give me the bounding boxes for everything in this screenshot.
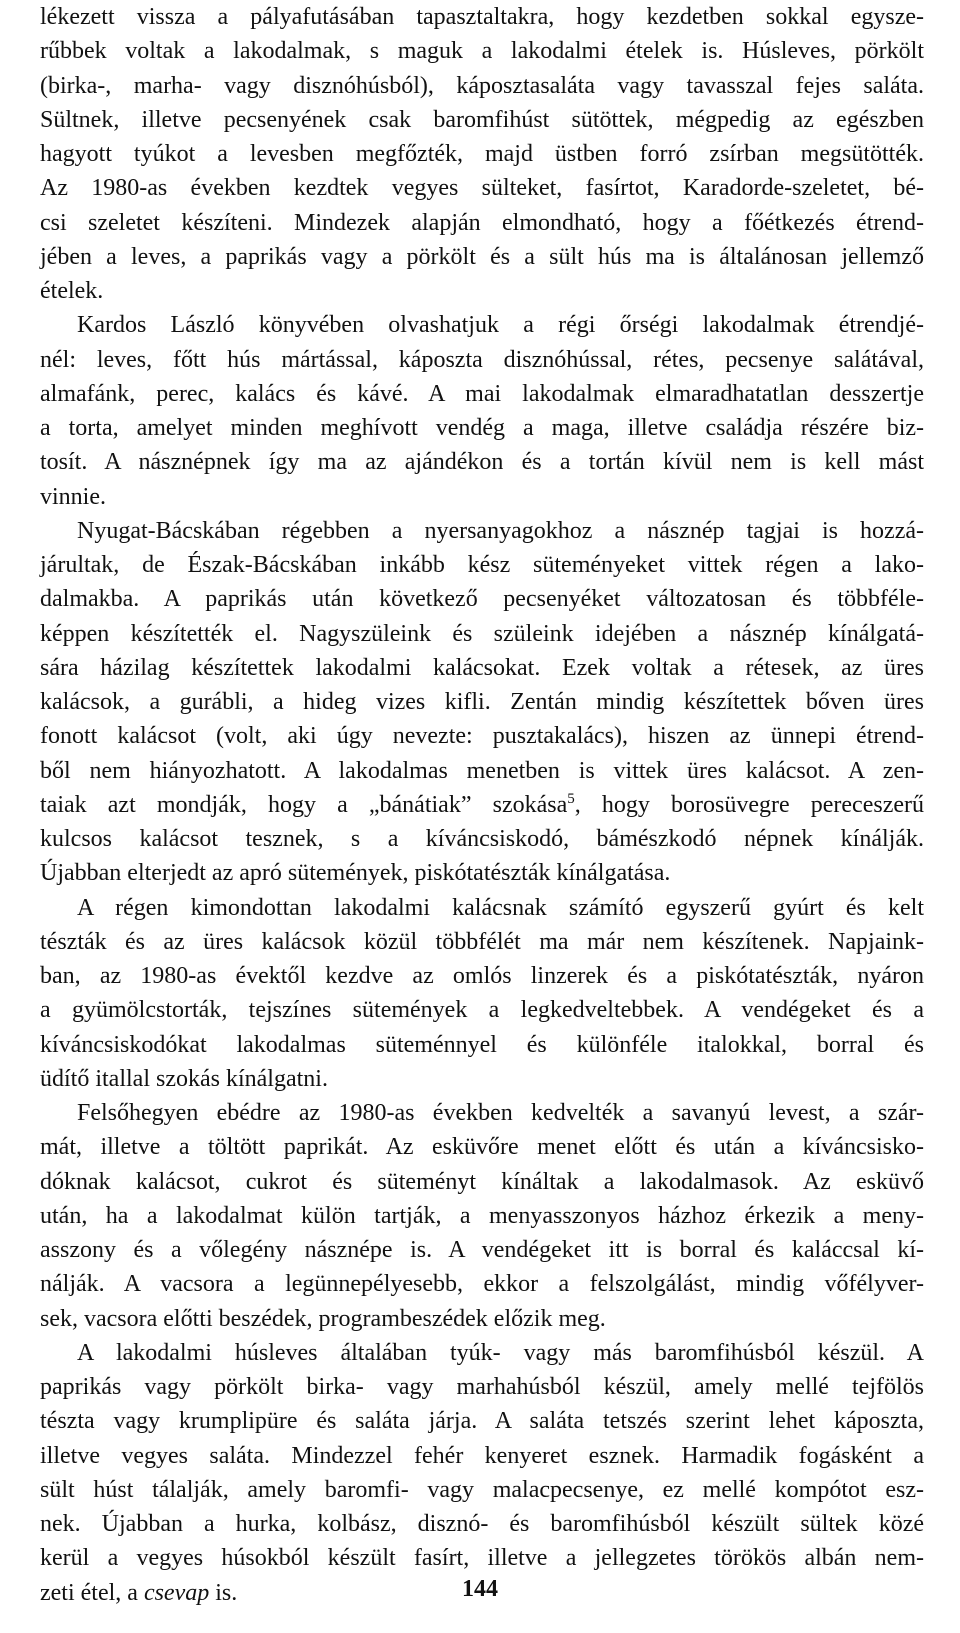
text-line: (birka-, marha- vagy disznóhúsból), káposztasaláta vagy tavasszal fejes saláta. bbox=[40, 72, 924, 99]
text-line: asszony és a vőlegény násznépe is. A vendégeket itt is borral és kaláccsal kí- bbox=[40, 1237, 924, 1263]
text-line: kerül a vegyes húsokból készült fasírt, illetve a jellegzetes törökös albán nem- bbox=[40, 1545, 924, 1572]
page-number: 144 bbox=[462, 1576, 498, 1602]
paragraph-start-line: Kardos László könyvében olvashatjuk a régi őrségi lakodalmak étrendjé- bbox=[77, 312, 924, 339]
text-line: nek. Újabban a hurka, kolbász, disznó- és baromfihúsból készült sültek közé bbox=[40, 1511, 924, 1537]
document-page bbox=[40, 0, 924, 1610]
text-line: nálják. A vacsora a legünnepélyesebb, ekkor a felszolgálást, mindig vőfélyver- bbox=[40, 1271, 924, 1298]
paragraph-start-line: Felsőhegyen ebédre az 1980-as években kedvelték a savanyú levest, a szár- bbox=[77, 1100, 924, 1126]
text-line: paprikás vagy pörkölt birka- vagy marhahúsból készül, amely mellé tejfölös bbox=[40, 1374, 924, 1400]
text-line: jében a leves, a paprikás vagy a pörkölt és a sült hús ma is általánosan jellemző bbox=[40, 243, 924, 270]
paragraph-end-line: vinnie. bbox=[40, 483, 106, 510]
text-line: nél: leves, főtt hús mártással, káposzta disznóhússal, rétes, pecsenye salátával, bbox=[40, 346, 924, 373]
text-line: kulcsos kalácsot tesznek, s a kíváncsiskodó, bámészkodó népnek kínálják. bbox=[40, 826, 924, 852]
text-line: sára házilag készítettek lakodalmi kalácsokat. Ezek voltak a rétesek, az üres bbox=[40, 654, 924, 681]
text-line: a gyümölcstorták, tejszínes sütemények a legkedveltebbek. A vendégeket és a bbox=[40, 997, 924, 1024]
text-line: dóknak kalácsot, cukrot és süteményt kínáltak a lakodalmasok. Az esküvő bbox=[40, 1168, 924, 1195]
text-line: kíváncsiskodókat lakodalmas süteménnyel és különféle italokkal, borral és bbox=[40, 1031, 924, 1058]
text-line: képpen készítették el. Nagyszüleink és szüleink idejében a násznép kínálgatá- bbox=[40, 620, 924, 647]
text-line: mát, illetve a töltött paprikát. Az esküvőre menet előtt és után a kíváncsisko- bbox=[40, 1134, 924, 1161]
text-line: Az 1980-as években kezdtek vegyes sülteket, fasírtot, Karadorde-szeletet, bé- bbox=[40, 175, 924, 202]
emphasized-word: csevap bbox=[143, 1579, 210, 1606]
text-line: kalácsok, a gurábli, a hideg vizes kifli. Zentán mindig készítettek bőven üres bbox=[40, 689, 924, 715]
text-line: sült húst tálalják, amely baromfi- vagy malacpecsenye, ez mellé kompótot esz- bbox=[40, 1476, 924, 1503]
text-line: dalmakba. A paprikás után következő pecsenyéket változatosan és többféle- bbox=[40, 586, 924, 613]
text-line: a torta, amelyet minden meghívott vendég a maga, illetve családja részére biz- bbox=[40, 415, 924, 441]
text-line: ban, az 1980-as évektől kezdve az omlós linzerek és a piskótatészták, nyáron bbox=[40, 963, 924, 989]
text-line: lékezett vissza a pályafutásában tapasztaltakra, hogy kezdetben sokkal egysze- bbox=[40, 4, 924, 30]
text-line: csi szeletet készíteni. Mindezek alapján elmondható, hogy a főétkezés étrend- bbox=[40, 209, 924, 236]
line-text: is. bbox=[209, 1579, 238, 1606]
paragraph-end-line: Újabban elterjedt az apró sütemények, piskótatészták kínálgatása. bbox=[40, 860, 671, 887]
paragraph-end-line: ételek. bbox=[40, 278, 104, 304]
line-text: , hogy borosüvegre pereceszerű bbox=[574, 791, 924, 818]
paragraph-end-line: sek, vacsora előtti beszédek, programbeszédek előzik meg. bbox=[40, 1305, 606, 1332]
text-line: rűbbek voltak a lakodalmak, s maguk a lakodalmi ételek is. Húsleves, pörkölt bbox=[40, 38, 924, 65]
text-line: után, ha a lakodalmat külön tartják, a menyasszonyos házhoz érkezik a meny- bbox=[40, 1202, 924, 1229]
paragraph-start-line: A régen kimondottan lakodalmi kalácsnak számító egyszerű gyúrt és kelt bbox=[77, 894, 924, 921]
text-line-with-footnote bbox=[40, 788, 924, 822]
text-line: ből nem hiányozhatott. A lakodalmas menetben is vittek üres kalácsot. A zen- bbox=[40, 757, 924, 784]
text-line: fonott kalácsot (volt, aki úgy nevezte: pusztakalács), hiszen az ünnepi étrend- bbox=[40, 723, 924, 750]
line-text: taiak azt mondják, hogy a „bánátiak” szokása bbox=[40, 791, 568, 818]
text-line: almafánk, perec, kalács és kávé. A mai lakodalmak elmaradhatatlan desszertje bbox=[40, 380, 924, 407]
text-line: Sültnek, illetve pecsenyének csak baromfihúst sütöttek, mégpedig az egészben bbox=[40, 106, 924, 133]
footnote-marker[interactable]: 5 bbox=[567, 790, 575, 807]
paragraph-start-line: A lakodalmi húsleves általában tyúk- vagy más baromfihúsból készül. A bbox=[77, 1339, 924, 1366]
line-text: zeti étel, a bbox=[40, 1579, 138, 1606]
text-line: illetve vegyes saláta. Mindezzel fehér kenyeret esznek. Harmadik fogásként a bbox=[40, 1442, 924, 1469]
text-line: tosít. A násznépnek így ma az ajándékon és a tortán kívül nem is kell mást bbox=[40, 449, 924, 476]
paragraph-start-line: Nyugat-Bácskában régebben a nyersanyagokhoz a násznép tagjai is hozzá- bbox=[77, 517, 924, 544]
text-line: járultak, de Észak-Bácskában inkább kész süteményeket vittek régen a lako- bbox=[40, 552, 924, 578]
text-line: tészták és az üres kalácsok közül többfélét ma már nem készítenek. Napjaink- bbox=[40, 928, 924, 955]
text-line: tészta vagy krumplipüre és saláta járja. A saláta tetszés szerint lehet káposzta, bbox=[40, 1408, 924, 1435]
paragraph-end-line: üdítő itallal szokás kínálgatni. bbox=[40, 1065, 328, 1092]
text-line: hagyott tyúkot a levesben megfőzték, majd üstben forró zsírban megsütötték. bbox=[40, 141, 924, 167]
